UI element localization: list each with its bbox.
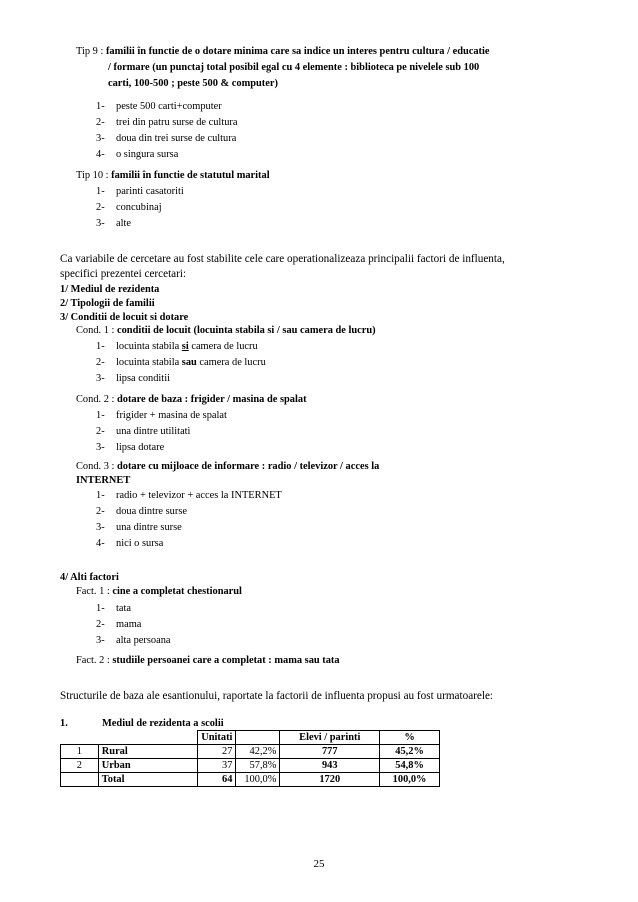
heading-title: Mediul de rezidenta a scolii [102, 718, 224, 729]
list-marker: 3- [96, 442, 105, 453]
table-total-row [61, 773, 440, 787]
table-cell-pct: 45,2% [380, 745, 440, 759]
table-header-pct: % [380, 731, 440, 745]
list-marker: 1- [96, 341, 105, 352]
table-cell-idx: 1 [61, 745, 99, 759]
list-marker: 1- [96, 101, 105, 112]
table-header-units-pct [236, 731, 280, 745]
intro-line-2: specifici prezentei cercetari: [60, 268, 187, 280]
cond2-item-3: lipsa dotare [116, 442, 165, 453]
table-total-units-pct: 100,0% [236, 773, 280, 787]
tip9-item-4: o singura sursa [116, 149, 179, 160]
section-4-heading: 4/ Alti factori [60, 572, 119, 583]
table-header-students: Elevi / parinti [280, 731, 380, 745]
list-marker: 3- [96, 522, 105, 533]
tip9-item-1: peste 500 carti+computer [116, 101, 222, 112]
table-header-empty [61, 731, 198, 745]
fact1-heading: Fact. 1 : cine a completat chestionarul [76, 586, 242, 597]
list-marker: 2- [96, 117, 105, 128]
heading-number: 1. [60, 718, 68, 729]
cond3-item-3: una dintre surse [116, 522, 182, 533]
table-cell-units: 27 [198, 745, 236, 759]
tip9-heading-line1: Tip 9 : familii în functie de o dotare minima care sa indice un interes pentru cultura / educatie [76, 46, 490, 57]
tip10-item-1: parinti casatoriti [116, 186, 184, 197]
list-marker: 2- [96, 619, 105, 630]
intro-line-1: Ca variabile de cercetare au fost stabilite cele care operationalizeaza principalii factori de influenta, [60, 253, 505, 265]
residence-table [60, 730, 440, 787]
tip10-heading: Tip 10 : familii în functie de statutul marital [76, 170, 270, 181]
tip10-item-2: concubinaj [116, 202, 162, 213]
fact1-item-1: tata [116, 603, 131, 614]
cond3-heading-line2: INTERNET [76, 475, 131, 486]
table-cell-students: 943 [280, 759, 380, 773]
tip10-item-3: alte [116, 218, 131, 229]
table-cell-name: Urban [98, 759, 197, 773]
list-marker: 3- [96, 373, 105, 384]
table-cell-students: 777 [280, 745, 380, 759]
list-marker: 2- [96, 426, 105, 437]
list-marker: 1- [96, 603, 105, 614]
list-marker: 3- [96, 218, 105, 229]
table-header-row [61, 731, 440, 745]
table-cell-idx: 2 [61, 759, 99, 773]
cond3-item-4: nici o sursa [116, 538, 164, 549]
table-cell-idx [61, 773, 99, 787]
cond1-item-3: lipsa conditii [116, 373, 170, 384]
cond3-item-1: radio + televizor + acces la INTERNET [116, 490, 282, 501]
list-marker: 4- [96, 149, 105, 160]
list-marker: 2- [96, 357, 105, 368]
section-3-heading: 3/ Conditii de locuit si dotare [60, 312, 189, 323]
table-row [61, 745, 440, 759]
table-cell-name: Rural [98, 745, 197, 759]
cond3-item-2: doua dintre surse [116, 506, 187, 517]
cond2-item-1: frigider + masina de spalat [116, 410, 227, 421]
table-cell-units: 37 [198, 759, 236, 773]
fact2-heading: Fact. 2 : studiile persoanei care a completat : mama sau tata [76, 655, 340, 666]
cond2-item-2: una dintre utilitati [116, 426, 191, 437]
table-total-label: Total [98, 773, 197, 787]
table-header-units: Unitati [198, 731, 236, 745]
list-marker: 3- [96, 133, 105, 144]
table-cell-pct: 54,8% [380, 759, 440, 773]
list-marker: 1- [96, 490, 105, 501]
cond3-heading-line1: Cond. 3 : dotare cu mijloace de informare : radio / televizor / acces la [76, 461, 380, 472]
list-marker: 2- [96, 506, 105, 517]
list-marker: 4- [96, 538, 105, 549]
section-2-heading: 2/ Tipologii de familii [60, 298, 155, 309]
tip9-item-3: doua din trei surse de cultura [116, 133, 237, 144]
tip9-heading-line3: carti, 100-500 ; peste 500 & computer) [108, 78, 278, 89]
cond1-item-2: locuinta stabila sau camera de lucru [116, 357, 266, 368]
tip9-item-2: trei din patru surse de cultura [116, 117, 238, 128]
table-row [61, 759, 440, 773]
cond1-heading: Cond. 1 : conditii de locuit (locuinta stabila si / sau camera de lucru) [76, 325, 376, 336]
table-cell-units-pct: 42,2% [236, 745, 280, 759]
table-total-students: 1720 [280, 773, 380, 787]
list-marker: 1- [96, 410, 105, 421]
cond1-item-1: locuinta stabila si camera de lucru [116, 341, 258, 352]
table-total-units: 64 [198, 773, 236, 787]
structure-intro: Structurile de baza ale esantionului, raportate la factorii de influenta propusi au fost urmatoarele: [60, 690, 494, 702]
cond2-heading: Cond. 2 : dotare de baza : frigider / masina de spalat [76, 394, 307, 405]
tip9-heading-line2: / formare (un punctaj total posibil egal cu 4 elemente : biblioteca pe nivelele sub 100 [108, 62, 480, 73]
table-cell-units-pct: 57,8% [236, 759, 280, 773]
fact1-item-2: mama [116, 619, 142, 630]
table-total-pct: 100,0% [380, 773, 440, 787]
fact1-item-3: alta persoana [116, 635, 171, 646]
list-marker: 1- [96, 186, 105, 197]
page-number: 25 [313, 858, 325, 870]
list-marker: 2- [96, 202, 105, 213]
list-marker: 3- [96, 635, 105, 646]
section-1-heading: 1/ Mediul de rezidenta [60, 284, 160, 295]
